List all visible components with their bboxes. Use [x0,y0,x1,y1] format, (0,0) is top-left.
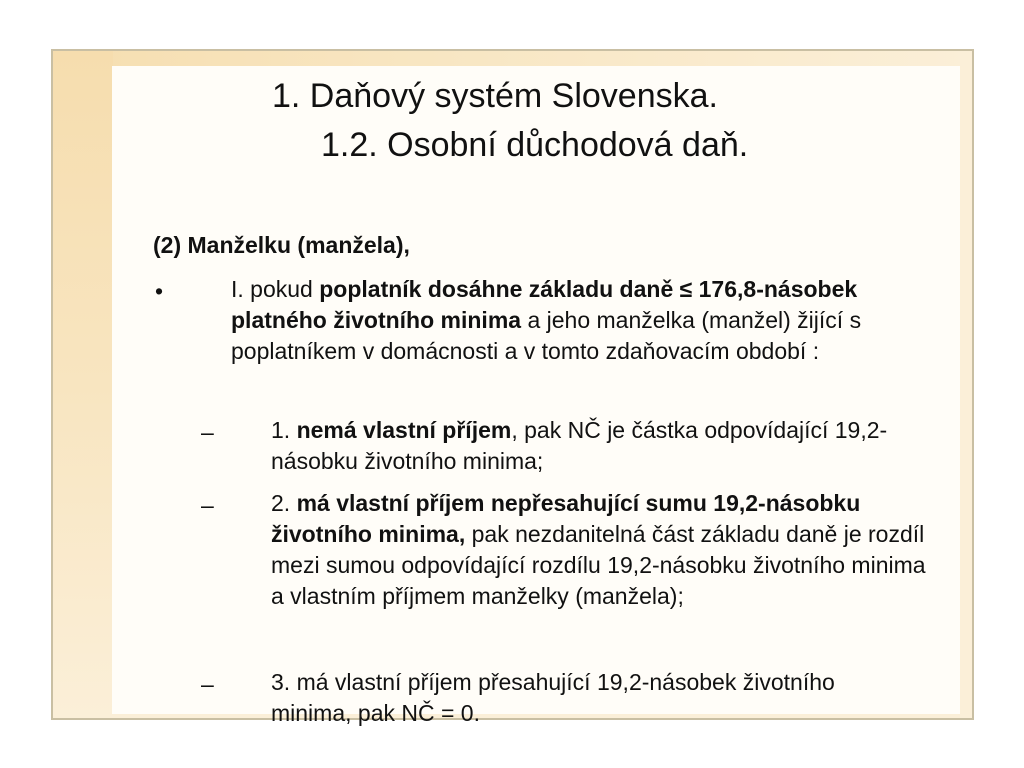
bullet-bold: poplatník dosáhne základu daně ≤ 176,8-násobek platného životního minima [231,276,858,333]
sub-item-1 [271,415,916,477]
slide-subtitle: 1.2. Osobní důchodová daň. [321,126,749,164]
bullet-paragraph [231,274,941,367]
frame-band-right [960,51,972,718]
slide-title: 1. Daňový systém Slovenska. [272,77,718,115]
sub-item-prefix: 2. [271,490,297,516]
section-heading: (2) Manželku (manžela), [153,232,410,258]
sub-item-rest: pak nezdanitelná část základu daně je rozdíl mezi sumou odpovídající rozdílu 19,2-násobku životního minima a vlastním příjmem manželky (manžela); [271,521,926,609]
sub-item-prefix: 1. [271,417,297,443]
sub-item-bold: nemá vlastní příjem [296,417,512,443]
sub-item-2 [271,488,931,612]
sub-item-marker: – [201,419,214,445]
sub-item-3 [271,667,891,729]
sub-item-prefix: 3. má vlastní příjem přesahující 19,2-násobek životního minima, pak NČ = 0. [271,669,835,726]
sub-item-marker: – [201,671,214,697]
frame-band-left [53,51,113,718]
sub-item-bold: má vlastní příjem nepřesahující sumu 19,2-násobku životního minima, [271,490,861,547]
bullet-rest: a jeho manželka (manžel) žijící s poplatníkem v domácnosti a v tomto zdaňovacím období : [231,307,862,364]
frame-band-top [53,51,972,66]
bullet-prefix: I. pokud [231,276,320,302]
sub-item-marker: – [201,492,214,518]
sub-item-rest: , pak NČ je částka odpovídající 19,2-násobku životního minima; [271,417,888,474]
bullet-marker: • [155,278,164,304]
